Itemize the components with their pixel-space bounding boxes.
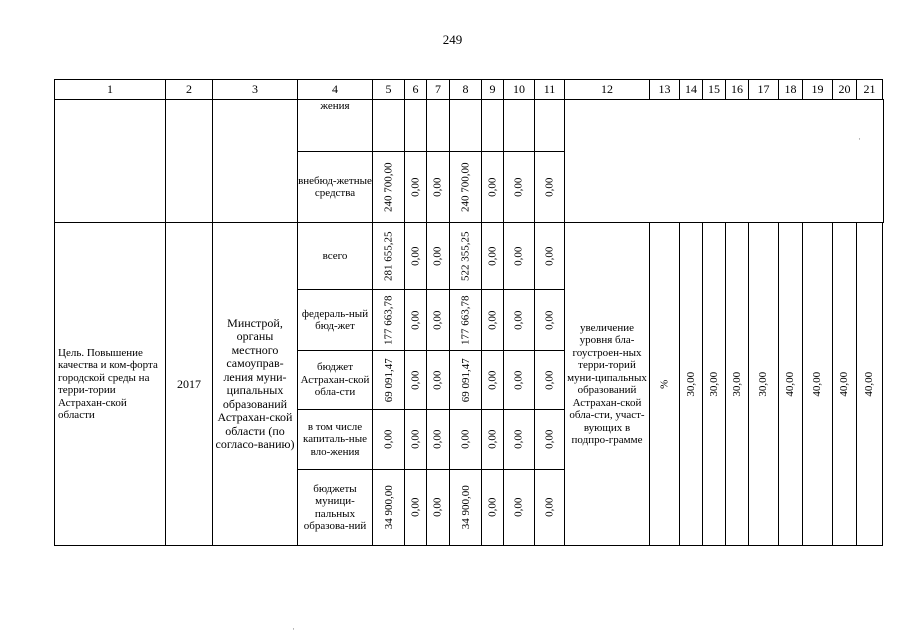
value-cell: 0,00 xyxy=(426,222,450,290)
executor-cell: Минстрой, органы местного самоуправ-ления муни-ципальных образований Астрахан-ской области (по согласо-ванию) xyxy=(212,222,298,546)
goal-cell: Цель. Повышение качества и ком-форта городской среды на терри-тории Астрахан-ской области xyxy=(54,222,166,546)
value-cell: 0,00 xyxy=(404,222,427,290)
value-cell: 0,00 xyxy=(503,289,535,351)
value-cell xyxy=(404,99,427,152)
prev-year-cell xyxy=(165,99,213,223)
prev-goal-cell xyxy=(54,99,166,223)
value-cell: 0,00 xyxy=(481,222,504,290)
year-cell: 2017 xyxy=(165,222,213,546)
indicator-value-cell: 30,00 xyxy=(679,222,703,546)
indicator-value-cell: 40,00 xyxy=(832,222,857,546)
value-cell: 281 655,25 xyxy=(372,222,405,290)
value-cell: 69 091,47 xyxy=(372,350,405,410)
prev-indicator-cell xyxy=(564,99,884,223)
funding-label-continued: жения xyxy=(297,99,373,152)
value-cell: 0,00 xyxy=(534,222,565,290)
header-cell: 15 xyxy=(702,79,726,100)
funding-label: бюджеты муници-пальных образова-ний xyxy=(297,469,373,546)
funding-label: внебюд-жетные средства xyxy=(297,151,373,223)
value-cell xyxy=(503,99,535,152)
value-cell: 0,00 xyxy=(426,409,450,470)
header-cell: 21 xyxy=(856,79,883,100)
indicator-value-cell: 40,00 xyxy=(802,222,833,546)
value-cell: 0,00 xyxy=(481,469,504,546)
value-cell: 240 700,00 xyxy=(449,151,482,223)
header-cell: 16 xyxy=(725,79,749,100)
value-cell xyxy=(372,99,405,152)
value-cell xyxy=(426,99,450,152)
value-cell: 0,00 xyxy=(404,469,427,546)
value-cell xyxy=(449,99,482,152)
page-number: 249 xyxy=(442,32,463,47)
value-cell: 0,00 xyxy=(534,350,565,410)
value-cell xyxy=(534,99,565,152)
header-cell: 13 xyxy=(649,79,680,100)
value-cell: 0,00 xyxy=(372,409,405,470)
header-cell: 9 xyxy=(481,79,504,100)
value-cell: 0,00 xyxy=(404,409,427,470)
value-cell: 0,00 xyxy=(503,409,535,470)
value-cell: 0,00 xyxy=(481,289,504,351)
header-cell: 20 xyxy=(832,79,857,100)
value-cell: 177 663,78 xyxy=(449,289,482,351)
value-cell: 240 700,00 xyxy=(372,151,405,223)
value-cell: 34 900,00 xyxy=(372,469,405,546)
value-cell: 0,00 xyxy=(404,289,427,351)
value-cell: 0,00 xyxy=(481,350,504,410)
header-cell: 5 xyxy=(372,79,405,100)
header-cell: 11 xyxy=(534,79,565,100)
header-cell: 18 xyxy=(778,79,803,100)
header-cell: 10 xyxy=(503,79,535,100)
funding-label: федераль-ный бюд-жет xyxy=(297,289,373,351)
value-cell: 0,00 xyxy=(449,409,482,470)
header-cell: 4 xyxy=(297,79,373,100)
value-cell: 0,00 xyxy=(426,469,450,546)
value-cell: 0,00 xyxy=(426,289,450,351)
indicator-cell: увеличение уровня бла-гоустроен-ных терри-торий муни-ципальных образований Астрахан-ской обла-сти, участ-вующих в подпро-грамме xyxy=(564,222,650,546)
value-cell: 0,00 xyxy=(534,469,565,546)
header-cell: 7 xyxy=(426,79,450,100)
indicator-value-cell: 30,00 xyxy=(702,222,726,546)
header-cell: 17 xyxy=(748,79,779,100)
funding-label: бюджет Астрахан-ской обла-сти xyxy=(297,350,373,410)
header-cell: 19 xyxy=(802,79,833,100)
header-cell: 6 xyxy=(404,79,427,100)
funding-label: в том числе капиталь-ные вло-жения xyxy=(297,409,373,470)
header-cell: 8 xyxy=(449,79,482,100)
prev-executor-cell xyxy=(212,99,298,223)
value-cell: 0,00 xyxy=(404,151,427,223)
indicator-value-cell: 30,00 xyxy=(748,222,779,546)
value-cell: 0,00 xyxy=(426,350,450,410)
indicator-value-cell: 30,00 xyxy=(725,222,749,546)
header-cell: 1 xyxy=(54,79,166,100)
value-cell: 177 663,78 xyxy=(372,289,405,351)
scan-speck: · xyxy=(292,624,295,634)
value-cell: 0,00 xyxy=(481,409,504,470)
scan-speck: · xyxy=(858,134,861,144)
header-cell: 3 xyxy=(212,79,298,100)
value-cell: 34 900,00 xyxy=(449,469,482,546)
value-cell: 0,00 xyxy=(534,151,565,223)
value-cell: 0,00 xyxy=(503,151,535,223)
header-cell: 12 xyxy=(564,79,650,100)
value-cell: 0,00 xyxy=(534,409,565,470)
unit-cell: % xyxy=(649,222,680,546)
value-cell: 0,00 xyxy=(404,350,427,410)
value-cell: 0,00 xyxy=(503,222,535,290)
indicator-value-cell: 40,00 xyxy=(856,222,883,546)
value-cell xyxy=(481,99,504,152)
value-cell: 69 091,47 xyxy=(449,350,482,410)
indicator-value-cell: 40,00 xyxy=(778,222,803,546)
value-cell: 0,00 xyxy=(481,151,504,223)
value-cell: 522 355,25 xyxy=(449,222,482,290)
value-cell: 0,00 xyxy=(534,289,565,351)
funding-label: всего xyxy=(297,222,373,290)
value-cell: 0,00 xyxy=(503,469,535,546)
value-cell: 0,00 xyxy=(426,151,450,223)
header-cell: 2 xyxy=(165,79,213,100)
header-cell: 14 xyxy=(679,79,703,100)
value-cell: 0,00 xyxy=(503,350,535,410)
